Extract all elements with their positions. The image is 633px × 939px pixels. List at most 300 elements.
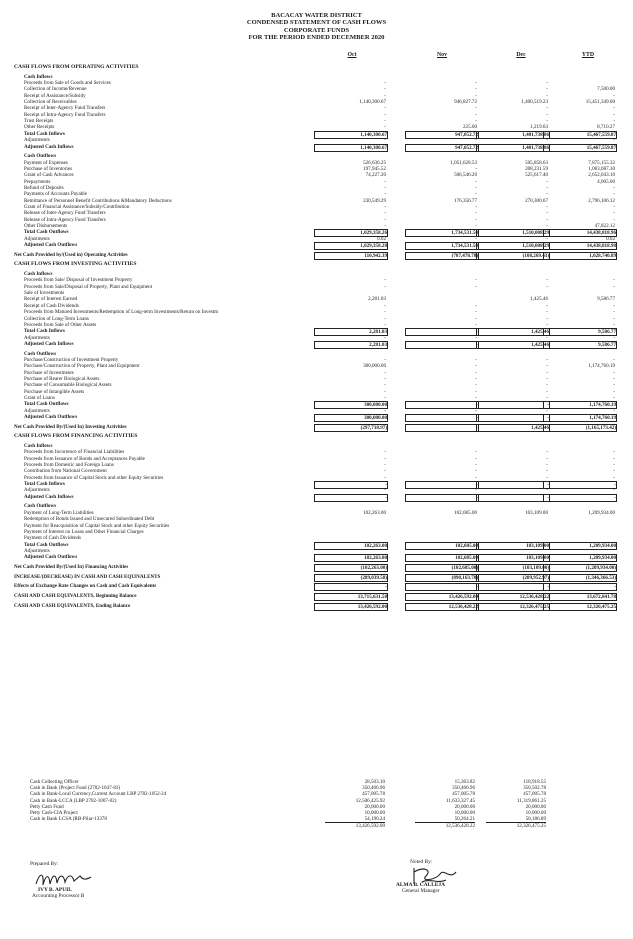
cell-dec: 208,231.59	[525, 165, 548, 172]
cell-dec: 505,858.63	[525, 159, 548, 166]
bank-amount: 13,426,592.00	[325, 822, 385, 829]
cell-ytd: -	[613, 388, 615, 395]
cell-oct: (297,718.97)	[314, 424, 388, 432]
cell-ytd: -	[613, 474, 615, 481]
row-label: Payments of Accounts Payable	[24, 191, 87, 198]
cell-ytd: -	[613, 395, 615, 401]
cell-ytd: 1,174,760.19	[588, 363, 615, 370]
cell-dec: -	[546, 302, 548, 309]
column-header-ytd: YTD	[581, 52, 595, 58]
row-label: Adjusted Cash Inflows	[24, 143, 74, 150]
cell-nov: 102,685.00	[405, 542, 479, 550]
bank-amount: 28,503.10	[364, 779, 385, 785]
row-label: Total Cash Outflows	[24, 541, 69, 548]
bank-amount: 118,918.55	[523, 779, 546, 785]
cell-oct: 1,140,300.67	[314, 131, 388, 139]
row-label: Adjusted Cash Outflows	[24, 414, 78, 420]
cell-dec: -	[546, 137, 548, 144]
cell-dec: 12,326,475.25	[476, 603, 550, 611]
bank-account-label: Petty Cash-CIA Project	[30, 810, 78, 816]
cell-nov: 102,685.00	[405, 554, 479, 562]
net-row	[0, 564, 633, 572]
cell-dec: -	[546, 407, 548, 414]
row-label: Receipt of Cash Dividends	[24, 302, 79, 309]
cell-ytd: 9,586.77	[597, 296, 615, 303]
row-label: Trust Receipts	[24, 118, 54, 125]
bank-amount: 11,633,327.45	[445, 797, 475, 804]
bank-amount: 10,000.00	[454, 810, 475, 816]
cell-oct: -	[384, 468, 386, 475]
fund-type: CORPORATE FUNDS	[283, 26, 350, 34]
cell-dec: -	[546, 356, 548, 363]
cell-nov: -	[475, 356, 477, 363]
row-label: Cash Inflows	[24, 443, 53, 449]
cell-ytd: (1,346,366.53)	[543, 574, 617, 582]
cell-ytd: -	[613, 382, 615, 389]
cell-ytd: -	[613, 369, 615, 376]
row-label: Redemption of Bonds Issued and Unsecured Subordinated Debt	[24, 516, 155, 523]
row-label: Adjustments	[24, 547, 50, 554]
cell-nov: -	[475, 283, 477, 290]
cell-dec: -	[546, 334, 548, 341]
cell-oct: 300,000.00	[314, 414, 388, 422]
cell-ytd: 13,672,841.78	[543, 593, 617, 601]
row-label: CASH AND CASH EQUIVALENTS, Beginning Balance	[14, 592, 137, 599]
cell-dec: -	[546, 223, 548, 229]
row-label: Contribution from National Government	[24, 468, 107, 475]
row-label: Purchase of Consumable Biological Assets	[24, 382, 112, 389]
adjusted-row	[0, 242, 633, 250]
cell-oct: -	[384, 369, 386, 376]
cell-oct: 230,549.29	[363, 197, 386, 204]
row-label: Proceeds from Sale of Other Assets	[24, 321, 97, 328]
cell-oct: -	[384, 382, 386, 389]
bank-account-label: Petty Cash Fund	[30, 803, 64, 810]
cell-ytd: 1,209,934.00	[588, 509, 615, 516]
row-label: Purchase/Construction of Property, Plant and Equipment	[24, 363, 140, 370]
row-label: Payment for Reacquisition of Capital Stock and other Equity Securities	[24, 522, 170, 529]
bank-amount: 20,000.00	[454, 803, 475, 810]
cell-nov: -	[405, 341, 479, 349]
prepared-by-title: Accounting Processor B	[32, 893, 85, 899]
bank-account-label: Cash in Bank LCSA (RB-Pilar-13378	[30, 816, 107, 823]
adjusted-row	[0, 494, 633, 502]
cell-nov: -	[405, 328, 479, 336]
statement-title: CONDENSED STATEMENT OF CASH FLOWS	[246, 19, 387, 27]
row-label: Total Cash Outflows	[24, 401, 69, 408]
cell-dec: 1,510,008.29	[476, 242, 550, 250]
cell-dec: 1,425.46	[476, 341, 550, 349]
cell-dec: -	[546, 321, 548, 328]
cell-nov: 13,426,592.00	[405, 593, 479, 601]
cell-oct: -	[384, 309, 386, 316]
cell-oct: -	[384, 92, 386, 99]
cell-ytd: 1,209,934.00	[543, 542, 617, 550]
row-label: Remittance of Personnel Benefit Contributions &Mandatory Deductions	[24, 197, 172, 204]
cell-ytd: -	[613, 309, 615, 316]
row-label: Refund of Deposits	[24, 184, 64, 191]
row-label: Effects of Exchange Rate Changes on Cash and Cash Equivalents	[14, 583, 157, 590]
cell-dec: -	[546, 468, 548, 475]
cell-nov: 947,052.72	[405, 144, 479, 152]
row-label: Adjustments	[24, 334, 50, 341]
section-heading	[0, 261, 633, 269]
cell-oct: 102,263.00	[314, 554, 388, 562]
cell-dec: -	[546, 178, 548, 185]
cell-nov: -	[475, 363, 477, 370]
cell-dec: 1,400,519.23	[521, 99, 548, 105]
row-label: Cash Outflows	[24, 153, 57, 160]
cell-nov: -	[475, 315, 477, 322]
cell-oct: -	[384, 105, 386, 112]
cell-oct: -	[384, 449, 386, 456]
prepared-by-label: Prepared By:	[30, 861, 59, 867]
row-label: CASH FLOWS FROM FINANCING ACTIVITIES	[14, 433, 138, 440]
cell-ytd: (1,209,934.00)	[543, 564, 617, 572]
bank-amount: 10,000.00	[525, 810, 546, 816]
bank-account-label: Cash in Bank-LCCA (LBP 2782-1007-02)	[30, 797, 117, 804]
cell-ytd: 1,028,740.89	[543, 252, 617, 260]
cell-oct: -	[384, 178, 386, 185]
row-label: Adjusted Cash Inflows	[24, 340, 74, 347]
cell-ytd: 2,796,106.12	[588, 197, 615, 204]
cell-ytd: -	[613, 468, 615, 475]
cell-ytd: -	[613, 302, 615, 309]
cell-ytd: 1,063,687.30	[588, 165, 615, 172]
bank-amount: 10,000.00	[364, 810, 385, 816]
cell-dec: 1,425.46	[530, 296, 548, 303]
cell-dec: 12,536,428.22	[476, 593, 550, 601]
bank-account-label: Cash in Bank (Project Fund (2782-1047-83)	[30, 785, 121, 792]
bank-amount: 457,005.78	[362, 791, 385, 798]
cell-dec: -	[476, 494, 550, 502]
cell-nov: -	[475, 235, 477, 242]
cell-oct: -	[384, 283, 386, 290]
row-label: Adjustments	[24, 137, 50, 144]
cell-nov: -	[475, 407, 477, 414]
cell-nov: -	[475, 462, 477, 468]
section-heading	[0, 64, 633, 72]
cell-dec: -	[546, 375, 548, 382]
cell-ytd: 8,710.27	[597, 124, 615, 131]
cell-ytd: -	[613, 375, 615, 382]
cell-dec: -	[476, 481, 550, 489]
cell-nov: (890,163.78)	[405, 574, 479, 582]
row-label: Purchase of Intangible Assets	[24, 388, 85, 395]
row-label: Release of Inter-Agency Fund Transfers	[24, 210, 106, 217]
cell-oct: 13,715,631.58	[314, 593, 388, 601]
cell-oct: -	[384, 407, 386, 414]
cell-nov: -	[475, 321, 477, 328]
cell-dec: 1,401,738.86	[476, 144, 550, 152]
cell-dec: -	[546, 184, 548, 191]
row-label: Net Cash Provided By/(Used In) Financing Activities	[14, 563, 129, 570]
bank-amount: 12,506,425.92	[355, 797, 385, 804]
cell-ytd: -	[613, 216, 615, 223]
cell-ytd: -	[613, 321, 615, 328]
row-label: Total Cash Inflows	[24, 481, 65, 488]
cell-oct: -	[384, 210, 386, 217]
cell-oct: -	[384, 321, 386, 328]
cell-dec: -	[546, 449, 548, 456]
cell-oct: -	[384, 455, 386, 462]
net-row	[0, 574, 633, 582]
cell-ytd: -	[613, 210, 615, 217]
row-label: Proceeds from Matured Investments/Redemption of Long-term Investments/Return on Investm	[24, 309, 219, 316]
cell-dec: 103,109.00	[476, 542, 550, 550]
cell-dec: 103,109.00	[525, 509, 548, 516]
row-label: CASH FLOWS FROM INVESTING ACTIVITIES	[14, 261, 137, 268]
cell-nov: -	[475, 210, 477, 217]
cell-oct: -	[384, 462, 386, 468]
cell-ytd: 7,875,155.32	[588, 159, 615, 166]
cell-dec: 1,401,738.86	[476, 131, 550, 139]
row-label: Cash Inflows	[24, 73, 53, 80]
cell-oct: 1,140,300.67	[359, 99, 386, 105]
cell-dec: -	[546, 80, 548, 86]
net-row	[0, 593, 633, 601]
cell-dec: -	[546, 111, 548, 118]
cell-nov: -	[475, 92, 477, 99]
cell-nov: -	[405, 583, 479, 591]
cell-dec: -	[546, 455, 548, 462]
row-label: INCREASE/(DECREASE) IN CASH AND CASH EQUIVALENTS	[14, 573, 161, 580]
cell-ytd: -	[613, 184, 615, 191]
row-label: Cash Outflows	[24, 503, 57, 510]
bank-amount: 20,000.00	[364, 803, 385, 810]
bank-amount: 15,363.82	[454, 779, 475, 785]
cell-oct: -	[384, 124, 386, 131]
cell-nov: 1,051,628.53	[450, 159, 477, 166]
cell-nov: 102,685.00	[454, 509, 477, 516]
cell-nov: -	[405, 401, 479, 409]
bank-amount: 50,264.21	[454, 816, 475, 823]
cell-nov: -	[475, 395, 477, 401]
cell-ytd: -	[613, 277, 615, 284]
cell-ytd: -	[613, 105, 615, 112]
cell-ytd: -	[613, 118, 615, 125]
cell-nov: -	[475, 382, 477, 389]
cell-nov: 176,356.77	[454, 197, 477, 204]
adjusted-row	[0, 144, 633, 152]
cell-nov: 12,536,428.22	[405, 603, 479, 611]
cell-oct: -	[384, 388, 386, 395]
cell-nov: -	[475, 468, 477, 475]
row-label: Release of Intra-Agency Fund Transfers	[24, 216, 106, 223]
cell-ytd: 1,174,760.19	[543, 401, 617, 409]
cell-oct: -	[384, 80, 386, 86]
cell-dec: -	[476, 401, 550, 409]
bank-amount: 12,536,428.22	[415, 822, 475, 829]
cell-dec: (209,952.97)	[476, 574, 550, 582]
cell-ytd: -	[613, 356, 615, 363]
cell-nov: (787,478.78)	[405, 252, 479, 260]
cell-dec: -	[476, 414, 550, 422]
row-label: Other Receipts	[24, 124, 55, 131]
column-header-nov: Nov	[437, 52, 447, 58]
cell-ytd: -	[613, 462, 615, 468]
row-label: Total Cash Inflows	[24, 328, 65, 335]
cell-oct: -	[384, 216, 386, 223]
cell-oct: 197,945.52	[363, 165, 386, 172]
adjusted-row	[0, 554, 633, 562]
cell-ytd: 47,822.12	[594, 223, 615, 229]
cell-oct: 102,263.00	[314, 542, 388, 550]
noted-by-title: General Manager	[402, 888, 440, 894]
row-label: Proceeds from Issuance of Bonds and Acceptances Payable	[24, 455, 145, 462]
cell-nov: -	[475, 309, 477, 316]
bank-amount: 12,326,475.25	[486, 822, 546, 829]
row-label: Total Cash Outflows	[24, 229, 69, 236]
cell-ytd: 2,652,043.10	[588, 172, 615, 179]
cell-oct: 110,942.39	[314, 252, 388, 260]
section-heading	[0, 433, 633, 441]
row-label: Payment of Expenses	[24, 159, 68, 166]
cell-dec: -	[546, 487, 548, 494]
bank-amount: 350,502.78	[523, 785, 546, 792]
net-row	[0, 603, 633, 611]
cell-nov: -	[475, 111, 477, 118]
row-label: Cash Outflows	[24, 350, 57, 357]
row-label: Proceeds from Issuance of Capital Stock and other Equity Securities	[24, 474, 164, 481]
cell-nov: 1,734,531.50	[405, 229, 479, 237]
cell-nov: -	[475, 277, 477, 284]
row-label: Adjusted Cash Outflows	[24, 242, 78, 248]
cell-nov: -	[475, 137, 477, 144]
cell-oct: 1,029,358.28	[314, 242, 388, 250]
cell-dec: (103,109.00)	[476, 564, 550, 572]
row-label: Other Disbursements	[24, 223, 68, 229]
cell-nov: -	[475, 369, 477, 376]
net-row	[0, 424, 633, 432]
cell-ytd: 14,438,818.96	[543, 229, 617, 237]
cell-ytd: -	[613, 449, 615, 456]
net-row	[0, 583, 633, 591]
row-label: Purchase of Bearer Biological Assets	[24, 375, 100, 382]
cell-ytd: 14,438,818.98	[543, 242, 617, 250]
cell-dec: -	[546, 191, 548, 198]
row-label: Purchase/Construction of Investment Property	[24, 356, 119, 363]
row-label: Adjusted Cash Outflows	[24, 554, 78, 561]
period-line: FOR THE PERIOD ENDED DECEMBER 2020	[248, 34, 385, 42]
row-label: Payment of Long-Term Liabilities	[24, 509, 94, 516]
cell-oct: 74,227.20	[365, 172, 386, 179]
cell-nov: -	[475, 165, 477, 172]
cell-ytd: -	[543, 583, 617, 591]
cell-dec: (108,269.43)	[476, 252, 550, 260]
cell-oct: -	[384, 395, 386, 401]
cell-oct: -	[384, 356, 386, 363]
column-header-oct: Oct	[347, 52, 357, 58]
cell-dec: -	[546, 216, 548, 223]
cell-dec: -	[546, 86, 548, 93]
cell-ytd: -	[613, 137, 615, 144]
bank-amount: 457,005.78	[452, 791, 475, 798]
cell-nov: -	[475, 474, 477, 481]
column-header-dec: Dec	[516, 52, 526, 58]
bank-amount: 350,466.96	[452, 785, 475, 792]
cell-ytd: 7,500.00	[597, 86, 615, 93]
row-label: Collection of Receivables	[24, 99, 77, 105]
row-label: Sale of Investments	[24, 290, 65, 297]
row-label: Receipt of Inter-Agency Fund Transfers	[24, 105, 106, 112]
cell-ytd: -	[613, 334, 615, 341]
row-label: Proceeds from Sale/ Disposal of Investment Property	[24, 277, 133, 284]
prepared-by-name: IVY B. APUIL	[38, 887, 72, 893]
row-label: Net Cash Provided by/(Used in) Operating Activities	[14, 251, 128, 258]
cell-dec: -	[546, 395, 548, 401]
cell-dec: -	[546, 474, 548, 481]
adjusted-row	[0, 414, 633, 422]
cell-nov: -	[405, 481, 479, 489]
cell-ytd: 1,209,934.00	[543, 554, 617, 562]
row-label: Proceeds from Domestic and Foreign Loans	[24, 462, 114, 468]
cell-nov: 946,827.72	[454, 99, 477, 105]
cell-oct: (102,263.00)	[314, 564, 388, 572]
cell-nov: -	[475, 302, 477, 309]
row-label: Payment of Cash Dividends	[24, 535, 82, 542]
row-label: Net Cash Provided By/(Used In) Investing Activities	[14, 423, 127, 430]
cell-nov: -	[475, 334, 477, 341]
cell-nov: 1,734,531.50	[405, 242, 479, 250]
report-header	[0, 12, 633, 42]
cell-nov: (102,685.00)	[405, 564, 479, 572]
row-label: Adjustments	[24, 235, 50, 242]
adjusted-row	[0, 341, 633, 349]
cell-dec: -	[546, 277, 548, 284]
cell-ytd: -	[613, 407, 615, 414]
cell-dec: 103,109.00	[476, 554, 550, 562]
cell-oct: -	[384, 375, 386, 382]
cell-nov: -	[475, 487, 477, 494]
cell-nov: -	[475, 191, 477, 198]
cell-ytd: -	[613, 111, 615, 118]
cell-oct: 2,281.03	[314, 341, 388, 349]
row-label: Purchase of Investments	[24, 369, 74, 376]
bank-amount: 20,000.00	[525, 803, 546, 810]
cell-dec: -	[546, 118, 548, 125]
cell-oct: 526,636.25	[363, 159, 386, 166]
cell-oct: 1,029,358.26	[314, 229, 388, 237]
cell-oct: -	[384, 223, 386, 229]
cell-oct: 2,281.03	[368, 296, 386, 303]
cell-nov: -	[475, 388, 477, 395]
cell-oct: -	[384, 184, 386, 191]
row-label: CASH AND CASH EQUIVALENTS, Ending Balance	[14, 602, 131, 609]
cell-nov: -	[475, 455, 477, 462]
row-label: Adjustments	[24, 487, 50, 494]
row-label: Grant of Loans	[24, 395, 55, 401]
cell-nov: 506,546.20	[454, 172, 477, 179]
cell-oct: -	[384, 487, 386, 494]
cell-nov: -	[475, 375, 477, 382]
row-label: Payment of Interest on Loans and Other Financial Charges	[24, 528, 144, 535]
cell-dec: 1,425.46	[476, 424, 550, 432]
row-label: Grant of Cash Advances	[24, 172, 74, 179]
cell-nov: -	[405, 424, 479, 432]
cell-nov: 947,052.72	[405, 131, 479, 139]
cell-dec: -	[546, 462, 548, 468]
cell-ytd: 9,586.77	[543, 328, 617, 336]
row-label: Proceeds from Sale of Goods and Services	[24, 80, 111, 86]
row-label: Collection of Income/Revenue	[24, 86, 87, 93]
cell-nov: 225.00	[462, 124, 477, 131]
cell-ytd: -	[613, 487, 615, 494]
cell-ytd: -	[613, 92, 615, 99]
cell-ytd: -	[613, 203, 615, 210]
cell-dec: -	[546, 235, 548, 242]
cell-dec: -	[546, 203, 548, 210]
